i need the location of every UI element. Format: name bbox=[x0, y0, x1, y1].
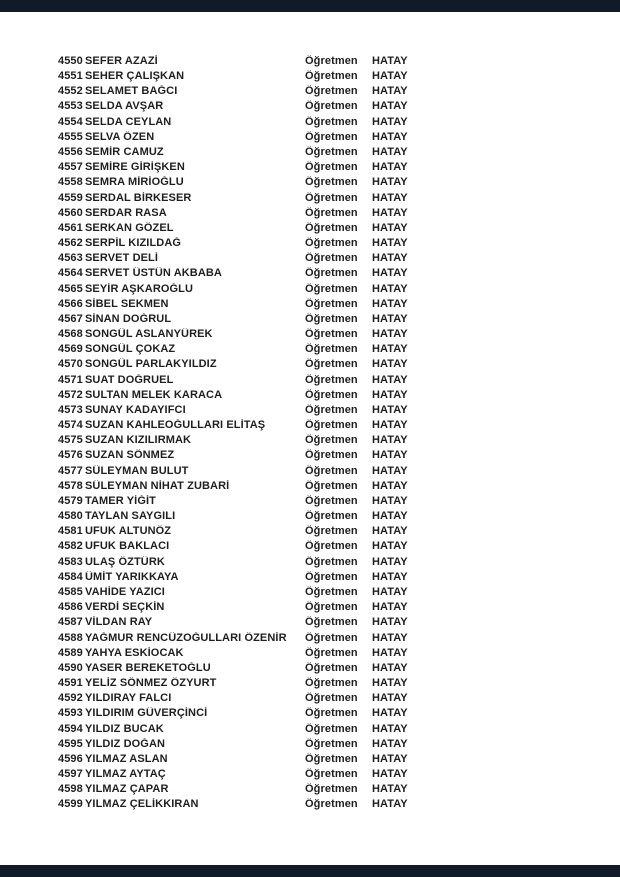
row-number: 4599 bbox=[58, 798, 83, 811]
top-page-edge-bar bbox=[0, 0, 620, 12]
role-cell: Öğretmen bbox=[305, 449, 358, 462]
province-cell: HATAY bbox=[372, 783, 408, 796]
province-cell: HATAY bbox=[372, 312, 408, 325]
province-cell: HATAY bbox=[372, 616, 408, 629]
row-number: 4556 bbox=[58, 146, 83, 158]
teacher-name: SEMİR CAMUZ bbox=[85, 146, 164, 158]
row-number: 4581 bbox=[58, 525, 83, 538]
table-row bbox=[58, 706, 620, 721]
province-cell: HATAY bbox=[372, 570, 408, 583]
table-row bbox=[58, 463, 620, 478]
table-row bbox=[58, 524, 620, 539]
table-row bbox=[58, 433, 620, 448]
teacher-name: SUNAY KADAYIFCI bbox=[85, 403, 186, 416]
table-row bbox=[58, 372, 620, 387]
row-number: 4555 bbox=[58, 130, 83, 143]
province-cell: HATAY bbox=[372, 631, 408, 644]
role-cell: Öğretmen bbox=[305, 54, 358, 67]
teacher-name: SULTAN MELEK KARACA bbox=[85, 388, 223, 401]
row-number: 4591 bbox=[58, 677, 83, 690]
province-cell: HATAY bbox=[372, 419, 408, 432]
row-number: 4597 bbox=[58, 768, 83, 781]
table-row bbox=[58, 478, 620, 493]
table-row bbox=[58, 660, 620, 675]
table-row bbox=[58, 721, 620, 736]
province-cell: HATAY bbox=[372, 70, 408, 83]
bottom-page-edge-bar bbox=[0, 865, 620, 877]
role-cell: Öğretmen bbox=[305, 768, 358, 781]
row-number: 4577 bbox=[58, 464, 83, 477]
teacher-name: SERKAN GÖZEL bbox=[85, 221, 174, 234]
province-cell: HATAY bbox=[372, 403, 408, 416]
teacher-name: SEMRA MİRİOĞLU bbox=[85, 176, 184, 189]
table-row bbox=[58, 69, 620, 84]
row-number: 4573 bbox=[58, 403, 83, 416]
row-number: 4598 bbox=[58, 783, 83, 796]
role-cell: Öğretmen bbox=[305, 70, 358, 83]
roster-list bbox=[58, 53, 620, 812]
teacher-name: YASER BEREKETOĞLU bbox=[85, 661, 211, 674]
province-cell: HATAY bbox=[372, 494, 408, 507]
row-number: 4568 bbox=[58, 328, 83, 341]
role-cell: Öğretmen bbox=[305, 692, 358, 705]
row-number: 4586 bbox=[58, 601, 83, 614]
table-row bbox=[58, 53, 620, 68]
province-cell: HATAY bbox=[372, 525, 408, 538]
teacher-name: SELAMET BAĞCI bbox=[85, 85, 178, 98]
province-cell: HATAY bbox=[372, 85, 408, 98]
role-cell: Öğretmen bbox=[305, 525, 358, 538]
province-cell: HATAY bbox=[372, 692, 408, 705]
role-cell: Öğretmen bbox=[305, 237, 358, 250]
row-number: 4587 bbox=[58, 616, 83, 629]
teacher-name: YAHYA ESKİOCAK bbox=[85, 646, 184, 659]
teacher-name: SEMİRE GİRİŞKEN bbox=[85, 161, 185, 174]
teacher-name: SÜLEYMAN BULUT bbox=[85, 464, 189, 477]
role-cell: Öğretmen bbox=[305, 252, 358, 265]
table-row bbox=[58, 190, 620, 205]
row-number: 4588 bbox=[58, 631, 83, 644]
province-cell: HATAY bbox=[372, 373, 408, 386]
row-number: 4554 bbox=[58, 115, 83, 128]
row-number: 4595 bbox=[58, 737, 83, 750]
table-row bbox=[58, 797, 620, 812]
row-number: 4551 bbox=[58, 70, 83, 83]
table-row bbox=[58, 114, 620, 129]
role-cell: Öğretmen bbox=[305, 403, 358, 416]
role-cell: Öğretmen bbox=[305, 540, 358, 553]
province-cell: HATAY bbox=[372, 267, 408, 280]
table-row bbox=[58, 311, 620, 326]
role-cell: Öğretmen bbox=[305, 464, 358, 477]
table-row bbox=[58, 645, 620, 660]
role-cell: Öğretmen bbox=[305, 297, 358, 310]
row-number: 4562 bbox=[58, 237, 83, 250]
row-number: 4552 bbox=[58, 85, 83, 98]
row-number: 4593 bbox=[58, 707, 83, 720]
teacher-name: SERDAR RASA bbox=[85, 206, 167, 219]
table-row bbox=[58, 144, 620, 159]
row-number: 4583 bbox=[58, 555, 83, 568]
row-number: 4582 bbox=[58, 540, 83, 553]
role-cell: Öğretmen bbox=[305, 555, 358, 568]
teacher-name: UFUK ALTUNÖZ bbox=[85, 525, 172, 538]
table-row bbox=[58, 675, 620, 690]
teacher-name: SERVET DELİ bbox=[85, 252, 159, 265]
table-row bbox=[58, 600, 620, 615]
table-row bbox=[58, 235, 620, 250]
row-number: 4572 bbox=[58, 388, 83, 401]
role-cell: Öğretmen bbox=[305, 494, 358, 507]
province-cell: HATAY bbox=[372, 328, 408, 341]
row-number: 4553 bbox=[58, 100, 83, 113]
table-row bbox=[58, 615, 620, 630]
row-number: 4571 bbox=[58, 373, 83, 386]
row-number: 4594 bbox=[58, 722, 83, 735]
teacher-name: SERPİL KIZILDAĞ bbox=[85, 237, 182, 250]
role-cell: Öğretmen bbox=[305, 312, 358, 325]
table-row bbox=[58, 751, 620, 766]
teacher-name: YILMAZ AYTAÇ bbox=[85, 768, 166, 781]
role-cell: Öğretmen bbox=[305, 343, 358, 356]
table-row bbox=[58, 584, 620, 599]
province-cell: HATAY bbox=[372, 221, 408, 234]
row-number: 4592 bbox=[58, 692, 83, 705]
role-cell: Öğretmen bbox=[305, 85, 358, 98]
teacher-name: TAYLAN SAYGILI bbox=[85, 510, 176, 523]
row-number: 4575 bbox=[58, 434, 83, 447]
teacher-name: SUZAN SÖNMEZ bbox=[85, 449, 175, 462]
row-number: 4574 bbox=[58, 419, 83, 432]
province-cell: HATAY bbox=[372, 479, 408, 492]
teacher-name: YAĞMUR RENCÜZOĞULLARI ÖZENİR bbox=[85, 631, 287, 644]
province-cell: HATAY bbox=[372, 297, 408, 310]
province-cell: HATAY bbox=[372, 282, 408, 295]
table-row bbox=[58, 266, 620, 281]
row-number: 4585 bbox=[58, 585, 83, 598]
teacher-name: SEHER ÇALIŞKAN bbox=[85, 70, 185, 83]
province-cell: HATAY bbox=[372, 798, 408, 811]
role-cell: Öğretmen bbox=[305, 176, 358, 189]
teacher-name: YILDIZ DOĞAN bbox=[85, 737, 166, 750]
province-cell: HATAY bbox=[372, 661, 408, 674]
teacher-name: YILDIRAY FALCI bbox=[85, 692, 172, 705]
row-number: 4589 bbox=[58, 646, 83, 659]
teacher-name: YILMAZ ÇELİKKIRAN bbox=[85, 798, 199, 811]
teacher-name: ULAŞ ÖZTÜRK bbox=[85, 555, 165, 568]
row-number: 4564 bbox=[58, 267, 83, 280]
teacher-name: SİNAN DOĞRUL bbox=[85, 312, 172, 325]
teacher-name: SONGÜL ÇOKAZ bbox=[85, 343, 176, 356]
role-cell: Öğretmen bbox=[305, 479, 358, 492]
table-row bbox=[58, 175, 620, 190]
table-row bbox=[58, 569, 620, 584]
role-cell: Öğretmen bbox=[305, 677, 358, 690]
role-cell: Öğretmen bbox=[305, 267, 358, 280]
province-cell: HATAY bbox=[372, 388, 408, 401]
table-row bbox=[58, 357, 620, 372]
teacher-name: YELİZ SÖNMEZ ÖZYURT bbox=[85, 677, 217, 690]
table-row bbox=[58, 251, 620, 266]
province-cell: HATAY bbox=[372, 646, 408, 659]
table-row bbox=[58, 387, 620, 402]
province-cell: HATAY bbox=[372, 434, 408, 447]
row-number: 4576 bbox=[58, 449, 83, 462]
province-cell: HATAY bbox=[372, 343, 408, 356]
role-cell: Öğretmen bbox=[305, 388, 358, 401]
role-cell: Öğretmen bbox=[305, 282, 358, 295]
row-number: 4584 bbox=[58, 570, 83, 583]
province-cell: HATAY bbox=[372, 707, 408, 720]
row-number: 4563 bbox=[58, 252, 83, 265]
teacher-name: SEFER AZAZİ bbox=[85, 54, 158, 67]
table-row bbox=[58, 281, 620, 296]
role-cell: Öğretmen bbox=[305, 161, 358, 174]
row-number: 4566 bbox=[58, 297, 83, 310]
province-cell: HATAY bbox=[372, 237, 408, 250]
province-cell: HATAY bbox=[372, 449, 408, 462]
row-number: 4580 bbox=[58, 510, 83, 523]
table-row bbox=[58, 736, 620, 751]
table-row bbox=[58, 326, 620, 341]
table-row bbox=[58, 539, 620, 554]
teacher-name: YILDIRIM GÜVERÇİNCİ bbox=[85, 707, 208, 720]
teacher-name: SELDA CEYLAN bbox=[85, 115, 172, 128]
province-cell: HATAY bbox=[372, 191, 408, 204]
row-number: 4550 bbox=[58, 54, 83, 67]
teacher-name: YILMAZ ÇAPAR bbox=[85, 783, 169, 796]
role-cell: Öğretmen bbox=[305, 631, 358, 644]
teacher-name: ÜMİT YARIKKAYA bbox=[85, 570, 179, 583]
table-row bbox=[58, 342, 620, 357]
role-cell: Öğretmen bbox=[305, 798, 358, 811]
teacher-name: SONGÜL ASLANYÜREK bbox=[85, 328, 213, 341]
table-row bbox=[58, 296, 620, 311]
province-cell: HATAY bbox=[372, 752, 408, 765]
province-cell: HATAY bbox=[372, 54, 408, 67]
province-cell: HATAY bbox=[372, 510, 408, 523]
role-cell: Öğretmen bbox=[305, 358, 358, 371]
row-number: 4579 bbox=[58, 494, 83, 507]
province-cell: HATAY bbox=[372, 358, 408, 371]
row-number: 4569 bbox=[58, 343, 83, 356]
province-cell: HATAY bbox=[372, 464, 408, 477]
role-cell: Öğretmen bbox=[305, 221, 358, 234]
table-row bbox=[58, 448, 620, 463]
teacher-name: SUZAN KAHLEOĞULLARI ELİTAŞ bbox=[85, 419, 266, 432]
role-cell: Öğretmen bbox=[305, 115, 358, 128]
teacher-name: SUZAN KIZILIRMAK bbox=[85, 434, 192, 447]
role-cell: Öğretmen bbox=[305, 661, 358, 674]
role-cell: Öğretmen bbox=[305, 601, 358, 614]
teacher-name: SERDAL BİRKESER bbox=[85, 191, 192, 204]
province-cell: HATAY bbox=[372, 176, 408, 189]
table-row bbox=[58, 160, 620, 175]
province-cell: HATAY bbox=[372, 540, 408, 553]
teacher-name: SERVET ÜSTÜN AKBABA bbox=[85, 267, 222, 280]
province-cell: HATAY bbox=[372, 768, 408, 781]
table-row bbox=[58, 205, 620, 220]
role-cell: Öğretmen bbox=[305, 707, 358, 720]
role-cell: Öğretmen bbox=[305, 585, 358, 598]
role-cell: Öğretmen bbox=[305, 100, 358, 113]
row-number: 4578 bbox=[58, 479, 83, 492]
row-number: 4596 bbox=[58, 752, 83, 765]
teacher-name: SÜLEYMAN NİHAT ZUBARİ bbox=[85, 479, 230, 492]
teacher-name: SONGÜL PARLAKYILDIZ bbox=[85, 358, 217, 371]
role-cell: Öğretmen bbox=[305, 130, 358, 143]
table-row bbox=[58, 691, 620, 706]
teacher-name: TAMER YİĞİT bbox=[85, 494, 156, 507]
province-cell: HATAY bbox=[372, 555, 408, 568]
role-cell: Öğretmen bbox=[305, 510, 358, 523]
table-row bbox=[58, 402, 620, 417]
province-cell: HATAY bbox=[372, 677, 408, 690]
province-cell: HATAY bbox=[372, 146, 408, 158]
role-cell: Öğretmen bbox=[305, 373, 358, 386]
row-number: 4567 bbox=[58, 312, 83, 325]
role-cell: Öğretmen bbox=[305, 206, 358, 219]
teacher-name: YILDIZ BUCAK bbox=[85, 722, 164, 735]
province-cell: HATAY bbox=[372, 130, 408, 143]
table-row bbox=[58, 99, 620, 114]
row-number: 4561 bbox=[58, 221, 83, 234]
teacher-name: VİLDAN RAY bbox=[85, 616, 153, 629]
role-cell: Öğretmen bbox=[305, 328, 358, 341]
table-row bbox=[58, 509, 620, 524]
role-cell: Öğretmen bbox=[305, 783, 358, 796]
province-cell: HATAY bbox=[372, 100, 408, 113]
role-cell: Öğretmen bbox=[305, 570, 358, 583]
province-cell: HATAY bbox=[372, 585, 408, 598]
province-cell: HATAY bbox=[372, 601, 408, 614]
role-cell: Öğretmen bbox=[305, 191, 358, 204]
teacher-name: SELDA AVŞAR bbox=[85, 100, 164, 113]
teacher-name: SİBEL SEKMEN bbox=[85, 297, 169, 310]
province-cell: HATAY bbox=[372, 115, 408, 128]
province-cell: HATAY bbox=[372, 161, 408, 174]
row-number: 4590 bbox=[58, 661, 83, 674]
province-cell: HATAY bbox=[372, 737, 408, 750]
row-number: 4565 bbox=[58, 282, 83, 295]
table-row bbox=[58, 220, 620, 235]
table-row bbox=[58, 630, 620, 645]
role-cell: Öğretmen bbox=[305, 146, 358, 158]
role-cell: Öğretmen bbox=[305, 616, 358, 629]
province-cell: HATAY bbox=[372, 252, 408, 265]
row-number: 4557 bbox=[58, 161, 83, 174]
province-cell: HATAY bbox=[372, 722, 408, 735]
role-cell: Öğretmen bbox=[305, 722, 358, 735]
teacher-name: VERDİ SEÇKİN bbox=[85, 601, 165, 614]
table-row bbox=[58, 129, 620, 144]
row-number: 4559 bbox=[58, 191, 83, 204]
table-row bbox=[58, 84, 620, 99]
teacher-name: SUAT DOĞRUEL bbox=[85, 373, 174, 386]
row-number: 4560 bbox=[58, 206, 83, 219]
role-cell: Öğretmen bbox=[305, 752, 358, 765]
teacher-name: YILMAZ ASLAN bbox=[85, 752, 168, 765]
role-cell: Öğretmen bbox=[305, 419, 358, 432]
table-row bbox=[58, 766, 620, 781]
table-row bbox=[58, 554, 620, 569]
role-cell: Öğretmen bbox=[305, 434, 358, 447]
row-number: 4558 bbox=[58, 176, 83, 189]
row-number: 4570 bbox=[58, 358, 83, 371]
teacher-name: UFUK BAKLACI bbox=[85, 540, 170, 553]
table-row bbox=[58, 782, 620, 797]
role-cell: Öğretmen bbox=[305, 646, 358, 659]
role-cell: Öğretmen bbox=[305, 737, 358, 750]
teacher-name: SELVA ÖZEN bbox=[85, 130, 155, 143]
province-cell: HATAY bbox=[372, 206, 408, 219]
teacher-name: VAHİDE YAZICI bbox=[85, 585, 165, 598]
table-row bbox=[58, 418, 620, 433]
teacher-name: SEYİR AŞKAROĞLU bbox=[85, 282, 194, 295]
table-row bbox=[58, 493, 620, 508]
